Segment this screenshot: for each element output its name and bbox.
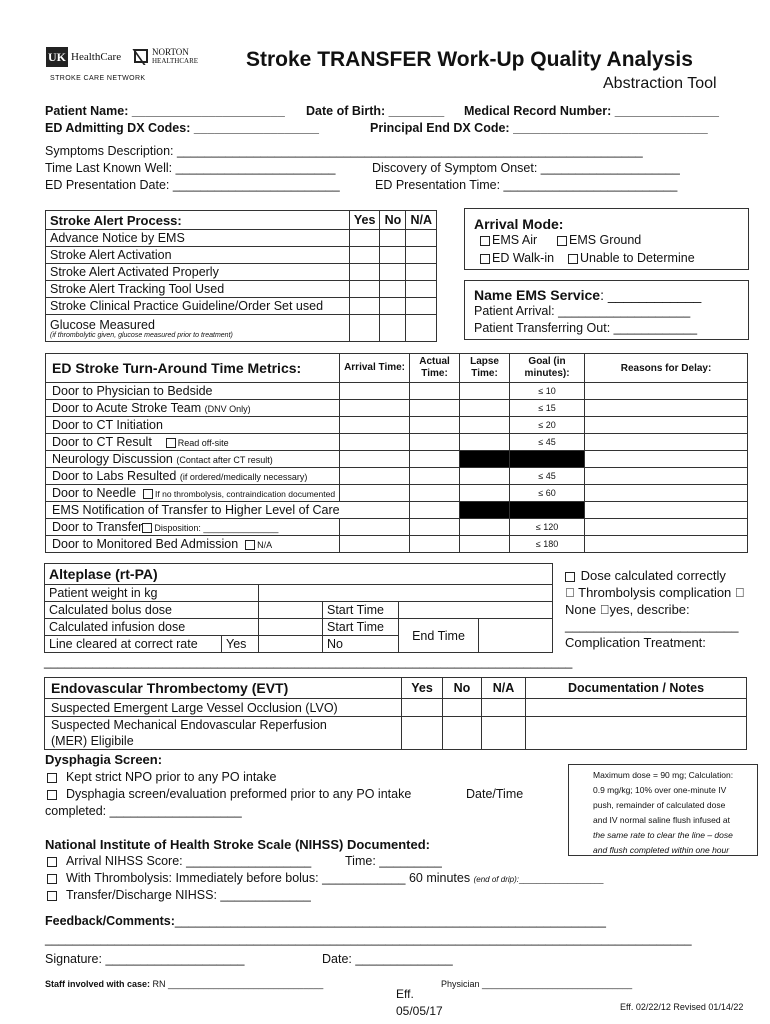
logo <box>46 47 199 87</box>
dose-note-line: Maximum dose = 90 mg; Calculation: <box>593 770 734 780</box>
metric-cell[interactable] <box>410 434 460 451</box>
alert-cell[interactable] <box>380 298 406 315</box>
principal-dx-field[interactable]: Principal End DX Code: ____________________________ <box>370 121 708 135</box>
nihss-transfer-field[interactable]: Transfer/Discharge NIHSS: _____________ <box>47 888 311 902</box>
metric-cell[interactable] <box>460 383 510 400</box>
alert-cell[interactable] <box>406 230 437 247</box>
dysphagia-screen-option[interactable]: Dysphagia screen/evaluation preformed prior to any PO intake <box>47 787 411 801</box>
metric-cell[interactable] <box>340 468 410 485</box>
checkbox-icon[interactable] <box>143 489 153 499</box>
infusion-cell[interactable] <box>259 619 323 636</box>
metric-cell[interactable] <box>410 485 460 502</box>
evt-cell[interactable] <box>482 717 526 750</box>
metric-cell[interactable] <box>460 485 510 502</box>
metric-cell[interactable] <box>460 519 510 536</box>
metric-cell[interactable] <box>460 434 510 451</box>
metric-label: Door to Labs Resulted (if ordered/medically necessary) <box>46 468 340 485</box>
metric-cell[interactable] <box>585 383 748 400</box>
norton-logo-icon <box>134 49 148 63</box>
evt-col-na: N/A <box>482 678 526 699</box>
checkbox-icon[interactable] <box>142 523 152 533</box>
metric-cell[interactable] <box>410 502 460 519</box>
evt-row-lvo: Suspected Emergent Large Vessel Occlusion (LVO) <box>45 699 402 717</box>
alert-cell[interactable] <box>406 298 437 315</box>
alert-row-label: Stroke Alert Tracking Tool Used <box>46 281 350 298</box>
line-cleared-yes[interactable]: Yes <box>222 636 259 653</box>
evt-table <box>44 677 747 750</box>
dose-note-line: 0.9 mg/kg; 10% over one-minute IV <box>593 785 727 795</box>
metric-cell[interactable] <box>585 536 748 553</box>
alert-row-label <box>46 315 350 342</box>
metric-cell[interactable] <box>340 383 410 400</box>
checkbox-icon[interactable] <box>245 540 255 550</box>
ems-service-box <box>464 280 749 340</box>
evt-cell[interactable] <box>526 699 747 717</box>
metric-cell[interactable] <box>585 434 748 451</box>
glucose-note: (if thrombolytic given, glucose measured prior to treatment) <box>50 331 233 339</box>
eff-date: 05/05/17 <box>396 1004 443 1018</box>
checkbox-icon[interactable] <box>166 438 176 448</box>
npo-option[interactable]: Kept strict NPO prior to any PO intake <box>47 770 276 784</box>
evt-header: Endovascular Thrombectomy (EVT) <box>45 678 402 699</box>
metric-cell[interactable] <box>340 451 410 468</box>
arrival-ems-ground[interactable]: EMS Ground <box>557 233 641 247</box>
dysphagia-date-time: Date/Time <box>466 787 524 801</box>
revision-date: Eff. 02/22/12 Revised 01/14/22 <box>620 1002 744 1012</box>
separator-line: ____________________________________________________________________________ <box>44 655 573 669</box>
col-na: N/A <box>406 211 437 230</box>
alert-cell[interactable] <box>380 315 406 342</box>
complication-blank[interactable]: ________________________ <box>565 618 739 633</box>
end-time-cell[interactable] <box>479 619 553 653</box>
metric-goal: ≤ 45 <box>510 468 585 485</box>
metric-cell[interactable] <box>460 417 510 434</box>
staff-involved[interactable]: Staff involved with case: RN _______________________________ <box>45 979 324 989</box>
metric-cell[interactable] <box>585 417 748 434</box>
presentation-time-field[interactable]: ED Presentation Time: _________________________ <box>375 178 678 192</box>
alert-cell[interactable] <box>349 230 380 247</box>
network-text: STROKE CARE NETWORK <box>50 75 146 82</box>
metric-cell[interactable] <box>410 536 460 553</box>
alert-row-label: Stroke Alert Activation <box>46 247 350 264</box>
metric-label: Door to CT Result Read off-site <box>46 434 340 451</box>
evt-cell[interactable] <box>526 717 747 750</box>
blocked-cell <box>460 451 510 468</box>
evt-cell[interactable] <box>482 699 526 717</box>
metric-cell[interactable] <box>585 400 748 417</box>
alteplase-table <box>44 563 553 653</box>
metric-cell[interactable] <box>340 485 410 502</box>
metric-cell[interactable] <box>340 536 410 553</box>
checkbox-icon[interactable] <box>480 236 490 246</box>
complication-none-yes[interactable]: None  yes, describe: <box>565 602 690 617</box>
metric-cell[interactable] <box>585 485 748 502</box>
physician-field[interactable]: Physician ______________________________ <box>441 979 633 989</box>
weight-cell[interactable] <box>259 585 553 602</box>
checkbox-icon[interactable] <box>47 891 57 901</box>
checkbox-icon[interactable] <box>557 236 567 246</box>
alert-row-label: Stroke Alert Activated Properly <box>46 264 350 281</box>
patient-transferring-field[interactable]: Patient Transferring Out: ____________ <box>474 321 698 335</box>
blocked-cell <box>510 502 585 519</box>
dob-field[interactable]: Date of Birth: ________ <box>306 104 445 118</box>
stroke-alert-header: Stroke Alert Process: <box>46 211 350 230</box>
alert-cell[interactable] <box>349 264 380 281</box>
metric-cell[interactable] <box>460 468 510 485</box>
alert-cell[interactable] <box>349 247 380 264</box>
dysphagia-completed-field[interactable]: completed: ___________________ <box>45 804 242 818</box>
checkbox-icon[interactable] <box>480 254 490 264</box>
metric-label: Door to Transfer Disposition: _______________ <box>46 519 340 536</box>
nihss-thrombolysis-field[interactable]: With Thrombolysis: Immediately before bolus: ____________ 60 minutes (end of drip):___________________ <box>47 871 604 885</box>
metric-cell[interactable] <box>340 417 410 434</box>
alert-row-label: Stroke Clinical Practice Guideline/Order Set used <box>46 298 350 315</box>
metric-cell[interactable] <box>460 536 510 553</box>
ems-service-field[interactable]: Name EMS Service: ____________ <box>474 287 702 303</box>
symptoms-field[interactable]: Symptoms Description: ___________________________________________________________________ <box>45 144 643 158</box>
arrival-unable[interactable]: Unable to Determine <box>568 251 695 265</box>
arrival-ems-air[interactable]: EMS Air <box>480 233 537 247</box>
patient-name-field[interactable]: Patient Name: ______________________ <box>45 104 285 118</box>
tlkw-field[interactable]: Time Last Known Well: _______________________ <box>45 161 336 175</box>
blocked-cell <box>510 451 585 468</box>
dose-note-line: and flush completed within one hour <box>593 845 730 855</box>
metric-label: Door to Needle If no thrombolysis, contraindication documented <box>46 485 340 502</box>
ed-dx-field[interactable]: ED Admitting DX Codes: __________________ <box>45 121 319 135</box>
alert-cell[interactable] <box>406 264 437 281</box>
col-goal: Goal (in minutes): <box>510 354 585 383</box>
col-reasons-delay: Reasons for Delay: <box>585 354 748 383</box>
uk-logo-mark: UK <box>46 47 68 67</box>
checkbox-icon[interactable] <box>568 254 578 264</box>
metric-cell[interactable] <box>340 400 410 417</box>
arrival-mode-box <box>464 208 749 270</box>
metric-goal: ≤ 20 <box>510 417 585 434</box>
metric-goal: ≤ 45 <box>510 434 585 451</box>
alteplase-header: Alteplase (rt-PA) <box>45 564 553 585</box>
checkbox-icon[interactable] <box>47 773 57 783</box>
alert-cell[interactable] <box>349 315 380 342</box>
thrombolysis-complication[interactable]:   Thrombolysis complication   <box>565 585 745 600</box>
metric-goal: ≤ 10 <box>510 383 585 400</box>
glucose-label: Glucose Measured <box>50 317 155 332</box>
metric-cell[interactable] <box>340 519 410 536</box>
metric-goal: ≤ 120 <box>510 519 585 536</box>
page-title: Stroke TRANSFER Work-Up Quality Analysis <box>246 48 693 71</box>
alert-row-label: Advance Notice by EMS <box>46 230 350 247</box>
metric-label: Door to Acute Stroke Team (DNV Only) <box>46 400 340 417</box>
evt-col-yes: Yes <box>402 678 443 699</box>
metric-cell[interactable] <box>585 502 748 519</box>
alert-cell[interactable] <box>380 230 406 247</box>
eff-label: Eff. <box>396 987 414 1001</box>
bolus-start-label: Start Time <box>323 602 399 619</box>
bolus-start-cell[interactable] <box>399 602 553 619</box>
dysphagia-header: Dysphagia Screen: <box>45 752 163 767</box>
metric-cell[interactable] <box>410 417 460 434</box>
evt-col-no: No <box>443 678 482 699</box>
evt-cell[interactable] <box>402 699 443 717</box>
metric-cell[interactable] <box>410 468 460 485</box>
checkbox-icon[interactable] <box>565 572 575 582</box>
complication-treatment[interactable]: Complication Treatment: <box>565 635 706 650</box>
feedback-line[interactable]: _____________________________________________________________________________________________ <box>45 932 692 946</box>
line-cleared-no[interactable]: No <box>323 636 399 653</box>
arrival-mode-header: Arrival Mode: <box>474 216 564 232</box>
metric-cell[interactable] <box>585 468 748 485</box>
metric-cell[interactable] <box>410 451 460 468</box>
bolus-label: Calculated bolus dose <box>45 602 259 619</box>
alert-cell[interactable] <box>380 281 406 298</box>
checkbox-icon[interactable] <box>47 857 57 867</box>
metric-goal: ≤ 15 <box>510 400 585 417</box>
presentation-date-field[interactable]: ED Presentation Date: ________________________ <box>45 178 340 192</box>
norton-logo-text: NORTON HEALTHCARE <box>152 47 199 65</box>
alert-cell[interactable] <box>406 315 437 342</box>
evt-cell[interactable] <box>443 699 482 717</box>
metric-cell[interactable] <box>410 383 460 400</box>
stroke-alert-table <box>45 210 437 342</box>
nihss-arrival-field[interactable]: Arrival NIHSS Score: __________________ <box>47 854 311 868</box>
metric-label: EMS Notification of Transfer to Higher Level of Care <box>46 502 410 519</box>
checkbox-icon[interactable] <box>47 874 57 884</box>
mrn-field[interactable]: Medical Record Number: _______________ <box>464 104 720 118</box>
metric-cell[interactable] <box>585 451 748 468</box>
weight-label: Patient weight in kg <box>45 585 259 602</box>
nihss-time-field[interactable]: Time: _________ <box>345 854 442 868</box>
metric-label: Door to Monitored Bed Admission N/A <box>46 536 340 553</box>
line-cleared-yes-cell[interactable] <box>259 636 323 653</box>
alert-cell[interactable] <box>406 247 437 264</box>
arrival-walk-in[interactable]: ED Walk-in <box>480 251 554 265</box>
nihss-header: National Institute of Health Stroke Scale (NIHSS) Documented: <box>45 837 430 852</box>
infusion-label: Calculated infusion dose <box>45 619 259 636</box>
metric-label: Neurology Discussion (Contact after CT result) <box>46 451 340 468</box>
dose-note-line: the same rate to clear the line – dose <box>593 830 733 840</box>
alert-cell[interactable] <box>349 281 380 298</box>
col-actual-time: Actual Time: <box>410 354 460 383</box>
metric-cell[interactable] <box>340 434 410 451</box>
evt-cell[interactable] <box>443 717 482 750</box>
end-time-label: End Time <box>399 619 479 653</box>
dose-note-line: and IV normal saline flush infused at <box>593 815 731 825</box>
checkbox-icon[interactable] <box>47 790 57 800</box>
evt-cell[interactable] <box>402 717 443 750</box>
evt-col-notes: Documentation / Notes <box>526 678 747 699</box>
discovery-field[interactable]: Discovery of Symptom Onset: ____________________ <box>372 161 680 175</box>
page-subtitle: Abstraction Tool <box>603 75 717 92</box>
bolus-cell[interactable] <box>259 602 323 619</box>
infusion-start-label: Start Time <box>323 619 399 636</box>
dose-correct-option[interactable]: Dose calculated correctly <box>565 568 726 583</box>
healthcare-logo-text: HealthCare <box>71 51 122 63</box>
col-arrival-time: Arrival Time: <box>340 354 410 383</box>
col-lapse-time: Lapse Time: <box>460 354 510 383</box>
date-field[interactable]: Date: ______________ <box>322 952 453 966</box>
turnaround-table <box>45 353 748 553</box>
alert-cell[interactable] <box>349 298 380 315</box>
blocked-cell <box>460 502 510 519</box>
metric-cell[interactable] <box>460 400 510 417</box>
col-no: No <box>380 211 406 230</box>
line-cleared-label: Line cleared at correct rate <box>45 636 222 653</box>
metric-goal: ≤ 60 <box>510 485 585 502</box>
feedback-field[interactable]: Feedback/Comments:______________________________________________________________ <box>45 914 606 928</box>
patient-arrival-field[interactable]: Patient Arrival: ___________________ <box>474 304 691 318</box>
metric-cell[interactable] <box>410 400 460 417</box>
metric-label: Door to CT Initiation <box>46 417 340 434</box>
evt-row-mer: Suspected Mechanical Endovascular Reperfusion (MER) Eligibile <box>45 717 402 750</box>
alert-cell[interactable] <box>380 264 406 281</box>
alert-cell[interactable] <box>380 247 406 264</box>
dose-note-line: push, remainder of calculated dose <box>593 800 726 810</box>
turnaround-header: ED Stroke Turn-Around Time Metrics: <box>46 354 340 383</box>
metric-cell[interactable] <box>585 519 748 536</box>
metric-label: Door to Physician to Bedside <box>46 383 340 400</box>
signature-field[interactable]: Signature: ____________________ <box>45 952 245 966</box>
dose-note-box <box>568 764 758 856</box>
metric-cell[interactable] <box>410 519 460 536</box>
alert-cell[interactable] <box>406 281 437 298</box>
metric-goal: ≤ 180 <box>510 536 585 553</box>
col-yes: Yes <box>349 211 380 230</box>
